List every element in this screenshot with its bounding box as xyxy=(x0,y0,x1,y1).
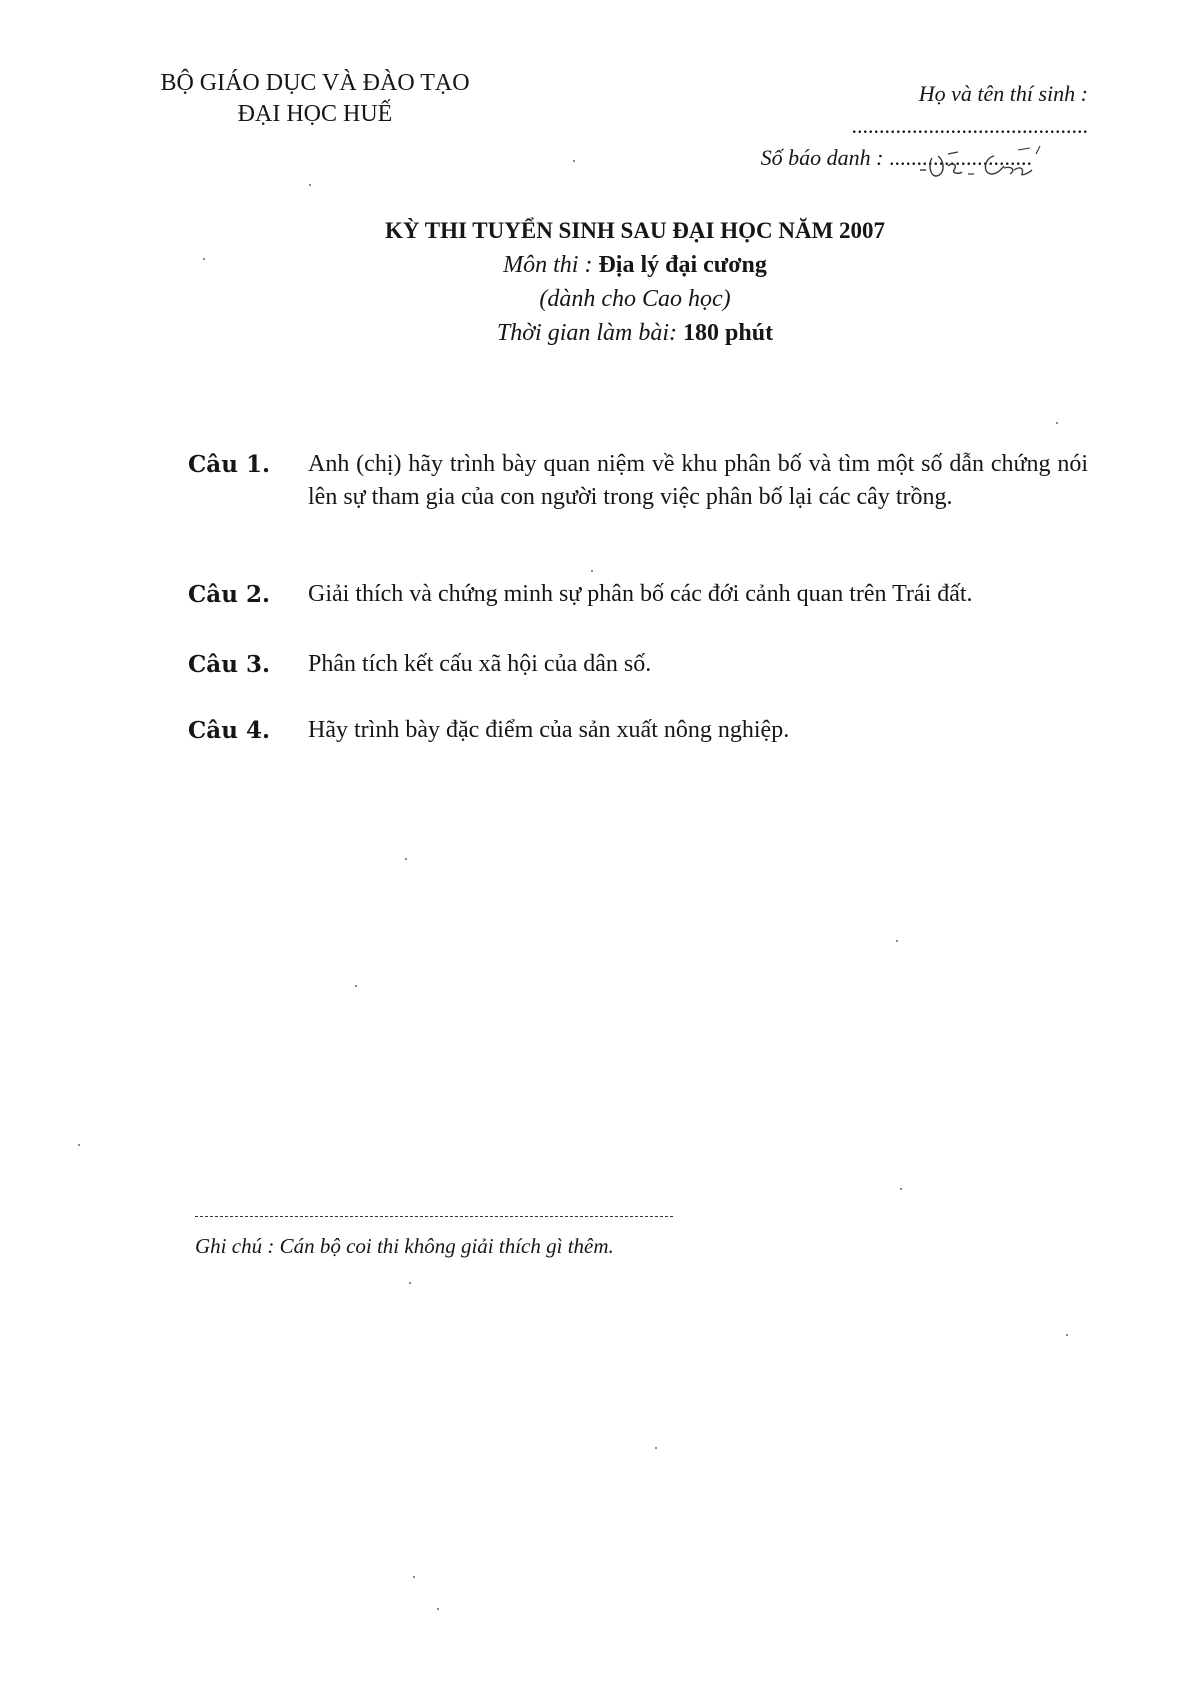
footer-note: Ghi chú : Cán bộ coi thi không giải thích gì thêm. xyxy=(195,1234,614,1258)
duration-line xyxy=(330,316,940,350)
scan-speck xyxy=(409,1282,411,1284)
question-2-label: Câu 2. xyxy=(188,581,270,608)
candidate-id-label: Số báo danh : xyxy=(760,145,884,170)
scan-speck xyxy=(896,940,898,942)
scan-speck xyxy=(655,1447,657,1449)
ministry-name: BỘ GIÁO DỤC VÀ ĐÀO TẠO xyxy=(160,70,470,96)
duration-value: 180 phút xyxy=(683,320,774,346)
duration-label: Thời gian làm bài: xyxy=(496,320,678,346)
scan-speck xyxy=(573,160,575,162)
question-1 xyxy=(188,448,1088,514)
subject-label: Môn thi : xyxy=(503,252,593,278)
handwritten-signature xyxy=(918,146,1058,186)
scan-speck xyxy=(591,570,593,572)
scan-speck xyxy=(203,258,205,260)
scan-speck xyxy=(309,184,311,186)
question-1-text: Anh (chị) hãy trình bày quan niệm về khu phân bố và tìm một số dẫn chứng nói lên sự tham gia của con người trong việc phân bố lại các cây trồng. xyxy=(308,451,1088,510)
question-4-text: Hãy trình bày đặc điểm của sản xuất nông nghiệp. xyxy=(308,717,790,743)
scan-speck xyxy=(405,858,407,860)
subject-line xyxy=(330,248,940,282)
scan-speck xyxy=(355,985,357,987)
exam-title: KỲ THI TUYỂN SINH SAU ĐẠI HỌC NĂM 2007 xyxy=(384,218,886,243)
scan-speck xyxy=(437,1608,439,1610)
question-2-text: Giải thích và chứng minh sự phân bố các đới cảnh quan trên Trái đất. xyxy=(308,581,973,607)
exam-title-block xyxy=(330,214,940,350)
candidate-name-label: Họ và tên thí sinh : xyxy=(918,81,1088,106)
question-2 xyxy=(188,578,1088,611)
question-4-label: Câu 4. xyxy=(188,717,270,744)
question-3-label: Câu 3. xyxy=(188,651,270,678)
scan-speck xyxy=(900,1188,902,1190)
audience-note: (dành cho Cao học) xyxy=(539,286,731,312)
subject-value: Địa lý đại cương xyxy=(598,252,767,278)
question-1-label: Câu 1. xyxy=(188,451,270,478)
scan-speck xyxy=(78,1144,80,1146)
scan-speck xyxy=(413,1576,415,1578)
scan-speck xyxy=(1056,422,1058,424)
candidate-name-field: ........................................... xyxy=(851,113,1088,138)
question-3 xyxy=(188,648,1088,681)
ministry-header xyxy=(150,68,480,130)
university-name: ĐẠI HỌC HUẾ xyxy=(237,101,393,127)
candidate-id-field: .......................... xyxy=(889,145,1032,170)
scan-speck xyxy=(1066,1334,1068,1336)
question-3-text: Phân tích kết cấu xã hội của dân số. xyxy=(308,651,652,677)
footer-divider xyxy=(195,1216,673,1217)
candidate-name-row xyxy=(688,78,1088,142)
question-4 xyxy=(188,714,1088,747)
